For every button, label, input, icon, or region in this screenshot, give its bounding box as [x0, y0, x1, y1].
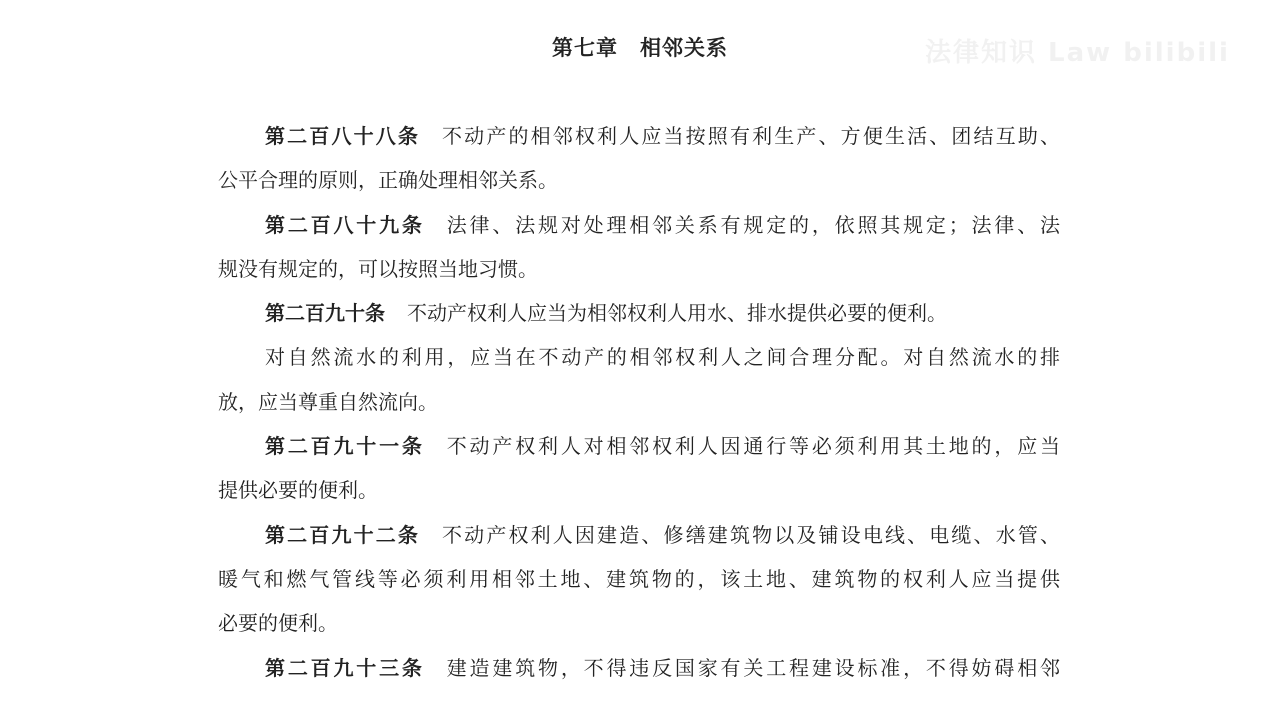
watermark: 法律知识 Law bilibili: [925, 38, 1230, 68]
article-number: 第二百八十八条: [265, 124, 421, 148]
article-text: 法律、法规对处理相邻关系有规定的，依照其规定；法律、法: [446, 212, 1061, 237]
article-number: 第二百九十二条: [265, 522, 421, 547]
article-number: 第二百九十三条: [265, 655, 425, 680]
text-line: 规没有规定的，可以按照当地习惯。: [218, 256, 538, 281]
text-line: [218, 297, 1060, 341]
text-line: [218, 652, 1060, 696]
text-line: 对自然流水的利用，应当在不动产的相邻权利人之间合理分配。对自然流水的排: [265, 345, 1060, 370]
chapter-number: 第七章: [552, 36, 618, 60]
text-line: [218, 209, 1060, 253]
document-body: [218, 120, 1060, 696]
article-text: 不动产权利人因建造、修缮建筑物以及铺设电线、电缆、水管、: [442, 522, 1061, 547]
text-line: 放，应当尊重自然流向。: [218, 389, 438, 414]
text-line: [218, 430, 1060, 474]
chapter-name: 相邻关系: [640, 36, 728, 60]
text-line: 公平合理的原则，正确处理相邻关系。: [218, 168, 558, 193]
text-line: 必要的便利。: [218, 611, 338, 636]
text-line: [218, 519, 1060, 563]
article-number: 第二百九十条: [265, 301, 385, 326]
article-text: 不动产权利人应当为相邻权利人用水、排水提供必要的便利。: [407, 301, 947, 326]
article-number: 第二百九十一条: [265, 434, 425, 459]
article-text: 建造建筑物，不得违反国家有关工程建设标准，不得妨碍相邻: [446, 655, 1061, 680]
chapter-title: [0, 32, 1280, 62]
article-text: 不动产的相邻权利人应当按照有利生产、方便生活、团结互助、: [442, 124, 1061, 148]
text-line: [218, 120, 1060, 164]
text-line: 暖气和燃气管线等必须利用相邻土地、建筑物的，该土地、建筑物的权利人应当提供: [218, 566, 1060, 591]
article-text: 不动产权利人对相邻权利人因通行等必须利用其土地的，应当: [446, 434, 1061, 459]
text-line: 提供必要的便利。: [218, 478, 378, 503]
article-number: 第二百八十九条: [265, 212, 425, 237]
